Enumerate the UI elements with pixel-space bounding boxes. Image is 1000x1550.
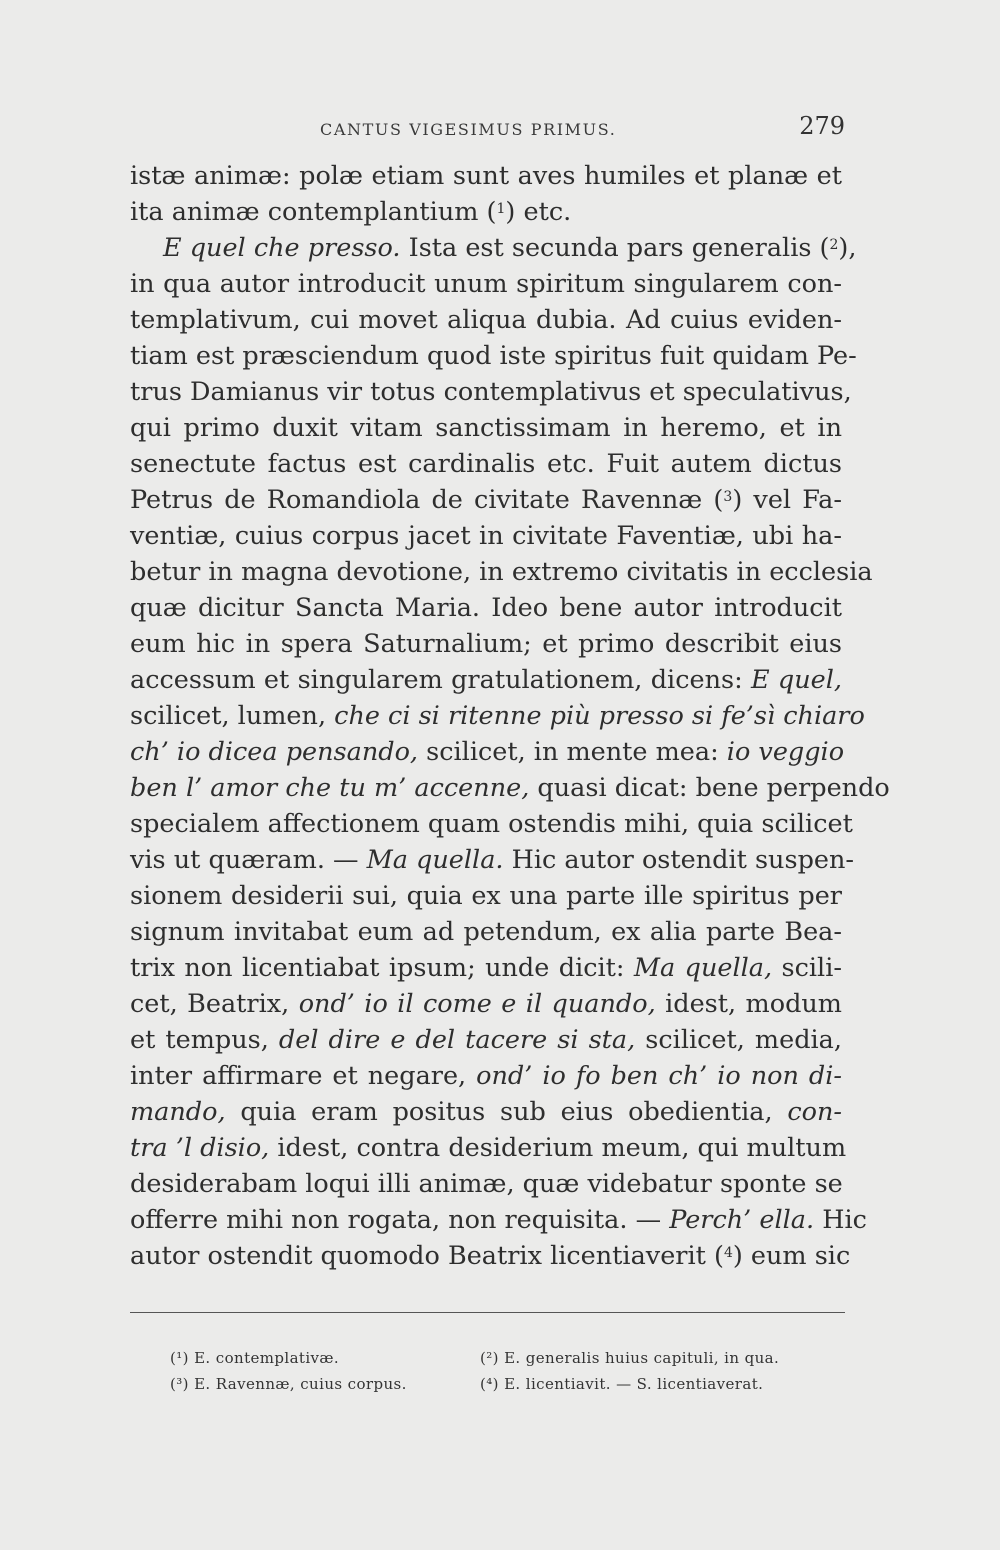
text-line: vis ut quæram. — Ma quella. Hic autor ostendit suspen-: [130, 845, 855, 875]
text-line: quæ dicitur Sancta Maria. Ideo bene autor introducit: [130, 593, 842, 623]
text-line: ben l’ amor che tu m’ accenne, quasi dicat: bene perpendo: [130, 773, 890, 803]
footnote-row: [170, 1345, 830, 1371]
footnotes: [170, 1345, 830, 1397]
footnote-rule: [130, 1312, 845, 1313]
text-line: tiam est præsciendum quod iste spiritus fuit quidam Pe-: [130, 341, 857, 371]
page-number: 279: [799, 112, 845, 140]
text-line: desiderabam loqui illi animæ, quæ videbatur sponte se: [130, 1169, 843, 1199]
page-header: [130, 112, 845, 152]
text-line: qui primo duxit vitam sanctissimam in heremo, et in: [130, 413, 842, 443]
footnote-2: (²) E. generalis huius capituli, in qua.: [480, 1349, 780, 1367]
text-line: istæ animæ: polæ etiam sunt aves humiles et planæ et: [130, 161, 842, 191]
text-line: senectute factus est cardinalis etc. Fuit autem dictus: [130, 449, 842, 479]
text-line: accessum et singularem gratulationem, dicens: E quel,: [130, 665, 843, 695]
footnote-4: (⁴) E. licentiavit. — S. licentiaverat.: [480, 1375, 764, 1393]
footnote-3: (³) E. Ravennæ, cuius corpus.: [170, 1375, 407, 1393]
text-line: E quel che presso. Ista est secunda pars generalis ($^2$),: [163, 233, 857, 263]
text-line: offerre mihi non rogata, non requisita. — Perch’ ella. Hic: [130, 1205, 867, 1235]
text-line: sionem desiderii sui, quia ex una parte ille spiritus per: [130, 881, 842, 911]
footnote-row: [170, 1371, 830, 1397]
text-line: scilicet, lumen, che ci si ritenne più presso si fe’sì chiaro: [130, 701, 865, 731]
text-line: mando, quia eram positus sub eius obedientia, con-: [130, 1097, 842, 1127]
text-line: inter affirmare et negare, ond’ io fo ben ch’ io non di-: [130, 1061, 842, 1091]
text-line: templativum, cui movet aliqua dubia. Ad cuius eviden-: [130, 305, 842, 335]
text-line: trus Damianus vir totus contemplativus et speculativus,: [130, 377, 852, 407]
text-line: ventiæ, cuius corpus jacet in civitate Faventiæ, ubi ha-: [130, 521, 842, 551]
text-line: et tempus, del dire e del tacere si sta, scilicet, media,: [130, 1025, 842, 1055]
text-line: signum invitabat eum ad petendum, ex alia parte Bea-: [130, 917, 842, 947]
running-head: CANTUS VIGESIMUS PRIMUS.: [320, 120, 617, 139]
text-line: specialem affectionem quam ostendis mihi, quia scilicet: [130, 809, 853, 839]
text-line: cet, Beatrix, ond’ io il come e il quando, idest, modum: [130, 989, 842, 1019]
text-line: betur in magna devotione, in extremo civitatis in ecclesia: [130, 557, 873, 587]
text-line: ch’ io dicea pensando, scilicet, in mente mea: io veggio: [130, 737, 845, 767]
text-line: ita animæ contemplantium ($^1$) etc.: [130, 197, 572, 227]
body-text: [130, 158, 890, 1274]
text-line: trix non licentiabat ipsum; unde dicit: Ma quella, scili-: [130, 953, 842, 983]
text-line: tra ’l disio, idest, contra desiderium meum, qui multum: [130, 1133, 847, 1163]
text-line: autor ostendit quomodo Beatrix licentiaverit ($^4$) eum sic: [130, 1241, 851, 1271]
text-line: in qua autor introducit unum spiritum singularem con-: [130, 269, 842, 299]
text-line: Petrus de Romandiola de civitate Ravennæ ($^3$) vel Fa-: [130, 485, 842, 515]
text-line: eum hic in spera Saturnalium; et primo describit eius: [130, 629, 842, 659]
footnote-1: (¹) E. contemplativæ.: [170, 1349, 340, 1367]
